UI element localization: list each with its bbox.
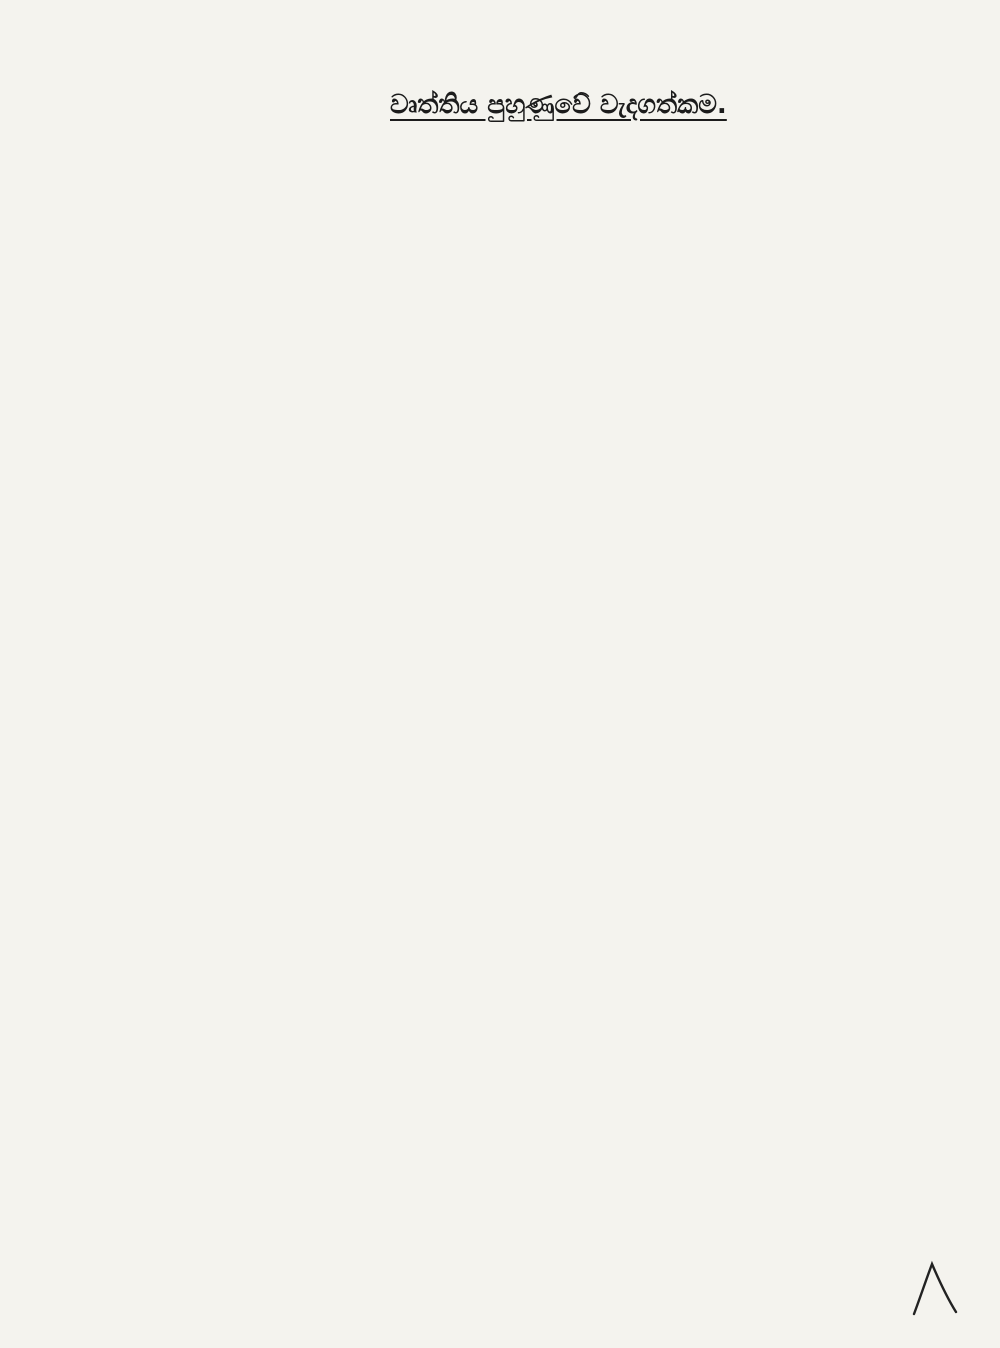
- document-title: වෘත්තිය පුහුණුවේ වැදගත්කම.: [390, 90, 727, 120]
- handwritten-page-mark-icon: [910, 1258, 962, 1318]
